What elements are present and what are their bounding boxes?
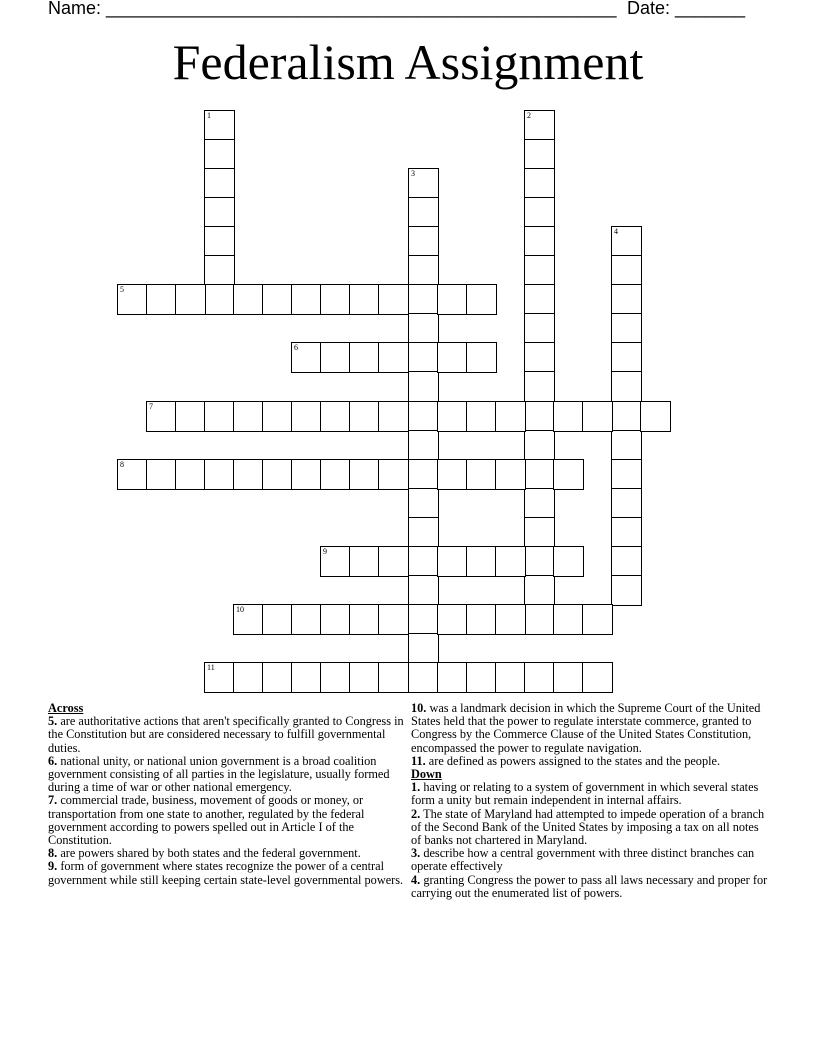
crossword-cell[interactable] [408,633,439,664]
crossword-cell[interactable] [524,662,555,693]
clue-number-label: 5 [120,285,124,294]
crossword-cell[interactable] [204,197,235,228]
crossword-cell[interactable] [495,401,526,432]
clue-number-label: 9 [323,547,327,556]
crossword-cell[interactable] [117,284,148,315]
across-clue-6: 6. national unity, or national union government is a broad coalition government consisting of all parties in the legislature, usually formed during a time of war or other national emergency. [48,753,390,795]
crossword-cell[interactable] [378,342,409,373]
crossword-cell[interactable] [204,459,235,490]
crossword-cell[interactable] [524,197,555,228]
crossword-cell[interactable] [408,662,439,693]
crossword-cell[interactable] [524,604,555,635]
crossword-cell[interactable] [349,662,380,693]
crossword-cell[interactable] [524,168,555,199]
page-title: Federalism Assignment [172,34,644,90]
crossword-cell[interactable] [408,371,439,402]
crossword-cell[interactable] [611,284,642,315]
crossword-cell[interactable] [466,546,497,577]
crossword-cell[interactable] [378,546,409,577]
clue-number-label: 7 [149,402,153,411]
crossword-cell[interactable] [204,226,235,257]
crossword-cell[interactable] [378,284,409,315]
crossword-cell[interactable] [291,604,322,635]
crossword-cell[interactable] [233,401,264,432]
crossword-cell[interactable] [466,401,497,432]
crossword-cell[interactable] [204,255,235,286]
crossword-cell[interactable] [204,139,235,170]
crossword-cell[interactable] [524,313,555,344]
crossword-cell[interactable] [291,342,322,373]
crossword-cell[interactable] [378,662,409,693]
crossword-cell[interactable] [466,284,497,315]
crossword-cell[interactable] [408,517,439,548]
crossword-cell[interactable] [408,546,439,577]
crossword-cell[interactable] [262,401,293,432]
crossword-cell[interactable] [437,342,468,373]
crossword-cell[interactable] [466,662,497,693]
crossword-cell[interactable] [582,604,613,635]
crossword-cell[interactable] [437,284,468,315]
crossword-cell[interactable] [611,226,642,257]
name-field-label: Name: ___________________________________________________ [48,0,617,18]
crossword-cell[interactable] [466,342,497,373]
across-clue-11: 11. are defined as powers assigned to the states and the people. [411,753,721,768]
crossword-cell[interactable] [553,401,584,432]
crossword-cell[interactable] [291,284,322,315]
clues-right-column [411,702,771,900]
across-clue-5: 5. are authoritative actions that aren't specifically granted to Congress in the Constitution but are considered necessary to fulfill governmental duties. [48,714,404,755]
down-heading: Down [411,767,442,782]
crossword-cell[interactable] [320,546,351,577]
crossword-cell[interactable] [524,430,555,461]
crossword-cell[interactable] [408,575,439,606]
crossword-cell[interactable] [524,371,555,402]
crossword-cell[interactable] [233,604,264,635]
crossword-cell[interactable] [524,226,555,257]
crossword-cell[interactable] [291,401,322,432]
crossword-cell[interactable] [611,401,642,432]
crossword-cell[interactable] [437,401,468,432]
crossword-cell[interactable] [582,401,613,432]
crossword-cell[interactable] [349,284,380,315]
date-field-label: Date: _______ [627,0,746,18]
crossword-cell[interactable] [320,342,351,373]
crossword-cell[interactable] [349,459,380,490]
crossword-cell[interactable] [408,313,439,344]
crossword-cell[interactable] [146,459,177,490]
crossword-cell[interactable] [175,401,206,432]
crossword-cell[interactable] [524,401,555,432]
crossword-cell[interactable] [611,459,642,490]
crossword-cell[interactable] [204,284,235,315]
crossword-cell[interactable] [204,662,235,693]
crossword-cell[interactable] [640,401,671,432]
crossword-cell[interactable] [437,662,468,693]
crossword-cell[interactable] [524,139,555,170]
across-clue-9: 9. form of government where states recognize the power of a central government while still keeping certain state-level governmental powers. [48,859,404,887]
crossword-cell[interactable] [408,604,439,635]
crossword-cell[interactable] [204,110,235,141]
crossword-cell[interactable] [378,401,409,432]
down-clue-1: 1. having or relating to a system of government in which several states form a unity but remain independent in internal affairs. [411,780,759,808]
crossword-cell[interactable] [524,575,555,606]
clue-number-label: 6 [294,343,298,352]
down-clue-3: 3. describe how a central government with three distinct branches can operate effectively [411,846,755,874]
crossword-cell[interactable] [349,342,380,373]
clue-number-label: 11 [207,663,215,672]
crossword-cell[interactable] [524,517,555,548]
clue-number-label: 10 [236,605,244,614]
crossword-cell[interactable] [611,342,642,373]
crossword-cell[interactable] [320,284,351,315]
clue-number-label: 2 [527,111,531,120]
clue-number-label: 8 [120,460,124,469]
across-clue-8: 8. are powers shared by both states and the federal government. [48,846,361,861]
crossword-cell[interactable] [611,575,642,606]
crossword-cell[interactable] [408,401,439,432]
crossword-cell[interactable] [320,459,351,490]
crossword-cell[interactable] [611,430,642,461]
crossword-cell[interactable] [408,168,439,199]
crossword-cell[interactable] [611,371,642,402]
crossword-cell[interactable] [146,284,177,315]
crossword-cell[interactable] [466,459,497,490]
crossword-cell[interactable] [437,546,468,577]
crossword-cell[interactable] [408,197,439,228]
clue-number-label: 3 [411,169,415,178]
crossword-cell[interactable] [495,604,526,635]
across-heading: Across [48,701,84,715]
crossword-cell[interactable] [204,168,235,199]
crossword-cell[interactable] [611,255,642,286]
crossword-cell[interactable] [611,313,642,344]
crossword-cell[interactable] [204,401,235,432]
crossword-cell[interactable] [495,546,526,577]
crossword-cell[interactable] [378,459,409,490]
crossword-cell[interactable] [320,604,351,635]
crossword-cell[interactable] [262,459,293,490]
crossword-cell[interactable] [408,284,439,315]
crossword-cell[interactable] [582,662,613,693]
crossword-cell[interactable] [553,662,584,693]
crossword-cell[interactable] [524,255,555,286]
clues-left-column [48,702,406,887]
crossword-cell[interactable] [408,342,439,373]
crossword-cell[interactable] [408,459,439,490]
crossword-cell[interactable] [524,546,555,577]
crossword-cell[interactable] [320,662,351,693]
crossword-cell[interactable] [408,226,439,257]
crossword-cell[interactable] [349,401,380,432]
crossword-cell[interactable] [146,401,177,432]
across-clue-7: 7. commercial trade, business, movement of goods or money, or transportation from one state to another, regulated by the federal government according to powers spelled out in Article I of the Constitution. [48,793,365,848]
crossword-cell[interactable] [524,342,555,373]
crossword-cell[interactable] [611,546,642,577]
crossword-cell[interactable] [524,284,555,315]
down-clue-2: 2. The state of Maryland had attempted to impede operation of a branch of the Second Bank of the United States by imposing a tax on all notes of banks not chartered in Maryland. [411,806,765,848]
crossword-cell[interactable] [495,459,526,490]
crossword-cell[interactable] [466,604,497,635]
down-clue-4: 4. granting Congress the power to pass all laws necessary and proper for carrying out the enumerated list of powers. [411,872,768,900]
crossword-cell[interactable] [262,662,293,693]
clue-number-label: 4 [614,227,618,236]
crossword-cell[interactable] [495,662,526,693]
crossword-cell[interactable] [408,488,439,519]
crossword-cell[interactable] [262,604,293,635]
crossword-cell[interactable] [320,401,351,432]
crossword-cell[interactable] [408,430,439,461]
crossword-cell[interactable] [408,255,439,286]
crossword-cell[interactable] [524,459,555,490]
crossword-cell[interactable] [553,604,584,635]
crossword-cell[interactable] [378,604,409,635]
across-clue-10: 10. was a landmark decision in which the Supreme Court of the United States held that the power to regulate interstate commerce, granted to Congress by the Commerce Clause of the United States Constitution, encompassed the power to regulate navigation. [411,701,761,755]
crossword-cell[interactable] [233,459,264,490]
crossword-cell[interactable] [349,546,380,577]
crossword-cell[interactable] [349,604,380,635]
crossword-cell[interactable] [175,284,206,315]
crossword-cell[interactable] [291,459,322,490]
crossword-cell[interactable] [553,546,584,577]
crossword-cell[interactable] [175,459,206,490]
crossword-cell[interactable] [553,459,584,490]
crossword-cell[interactable] [611,488,642,519]
crossword-cell[interactable] [117,459,148,490]
crossword-cell[interactable] [611,517,642,548]
crossword-cell[interactable] [437,459,468,490]
crossword-cell[interactable] [291,662,322,693]
crossword-cell[interactable] [524,110,555,141]
crossword-cell[interactable] [262,284,293,315]
crossword-cell[interactable] [233,284,264,315]
crossword-cell[interactable] [524,488,555,519]
crossword-cell[interactable] [437,604,468,635]
clue-number-label: 1 [207,111,211,120]
crossword-cell[interactable] [233,662,264,693]
